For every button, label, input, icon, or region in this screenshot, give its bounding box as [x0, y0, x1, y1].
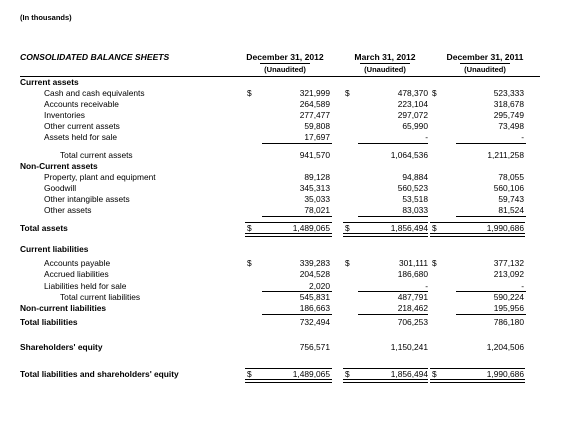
rule-line: [245, 379, 332, 383]
value-cell: 1,990,686: [486, 369, 524, 379]
row-label: Other current assets: [44, 121, 120, 131]
table-row: [20, 77, 540, 88]
row-label: Non-Current assets: [20, 161, 98, 171]
value-cell: 377,132: [493, 258, 524, 268]
rule-line: [358, 216, 428, 217]
value-cell: 1,856,494: [390, 369, 428, 379]
rule-line: [358, 143, 428, 144]
column-header-mar-2012: [340, 52, 430, 74]
column-subtitle: (Unaudited): [360, 63, 410, 74]
table-row: [20, 150, 540, 161]
value-cell: 65,990: [402, 121, 428, 131]
column-date: March 31, 2012: [354, 52, 416, 62]
row-label: Accounts receivable: [44, 99, 119, 109]
value-cell: 59,808: [304, 121, 330, 131]
value-cell: 301,111: [398, 258, 428, 268]
rule-line: [262, 143, 332, 144]
value-cell: 339,283: [299, 258, 330, 268]
value-cell: 213,092: [493, 269, 524, 279]
value-cell: 17,697: [304, 132, 330, 142]
column-date: December 31, 2012: [246, 52, 324, 62]
value-cell: 195,956: [493, 303, 524, 313]
rule-line: [343, 368, 428, 369]
value-cell: 218,462: [397, 303, 428, 313]
value-cell: 1,064,536: [390, 150, 428, 160]
value-cell: 478,370: [397, 88, 428, 98]
row-label: Other assets: [44, 205, 92, 215]
table-row: [20, 99, 540, 110]
table-row: [20, 161, 540, 172]
table-row: [20, 88, 540, 99]
rule-line: [262, 216, 332, 217]
value-cell: 186,680: [397, 269, 428, 279]
value-cell: -: [521, 132, 524, 142]
value-cell: 487,791: [397, 292, 428, 302]
row-label: Shareholders' equity: [20, 342, 103, 352]
row-label: Non-current liabilities: [20, 303, 107, 313]
dollar-sign: $: [345, 88, 350, 98]
value-cell: 545,831: [299, 292, 330, 302]
rule-line: [262, 314, 332, 315]
row-label: Accrued liabilities: [44, 269, 109, 279]
value-cell: 78,021: [304, 205, 330, 215]
value-cell: 1,204,506: [486, 342, 524, 352]
row-label: Assets held for sale: [44, 132, 118, 142]
dollar-sign: $: [247, 88, 252, 98]
rule-line: [245, 233, 332, 237]
table-row: [20, 172, 540, 183]
column-subtitle: (Unaudited): [260, 63, 310, 74]
rule-line: [358, 291, 428, 292]
value-cell: 1,211,258: [487, 150, 524, 160]
value-cell: 73,498: [498, 121, 524, 131]
value-cell: 560,106: [493, 183, 524, 193]
table-row: [20, 121, 540, 132]
value-cell: -: [425, 281, 428, 291]
row-label: Total current assets: [60, 150, 133, 160]
table-title: CONSOLIDATED BALANCE SHEETS: [20, 52, 170, 62]
row-label: Total liabilities and shareholders' equity: [20, 369, 179, 379]
table-row: [20, 205, 540, 216]
table-header: [20, 52, 540, 77]
rule-line: [430, 368, 525, 369]
column-header-dec-2012: [230, 52, 340, 74]
value-cell: 1,856,494: [390, 223, 428, 233]
rule-line: [430, 233, 525, 237]
value-cell: 1,489,065: [292, 369, 330, 379]
table-row: [20, 269, 540, 280]
table-row: [20, 110, 540, 121]
value-cell: 83,033: [402, 205, 428, 215]
dollar-sign: $: [432, 88, 437, 98]
row-label: Total assets: [20, 223, 68, 233]
rule-line: [456, 314, 526, 315]
value-cell: 94,884: [402, 172, 428, 182]
row-label: Total liabilities: [20, 317, 78, 327]
value-cell: -: [425, 132, 428, 142]
dollar-sign: $: [247, 258, 252, 268]
rule-line: [358, 314, 428, 315]
row-label: Liabilities held for sale: [44, 281, 127, 291]
column-date: December 31, 2011: [446, 52, 524, 62]
table-row: [20, 342, 540, 353]
value-cell: 321,999: [299, 88, 330, 98]
dollar-sign: $: [345, 223, 350, 233]
row-label: Total current liabilities: [60, 292, 141, 302]
row-label: Current liabilities: [20, 244, 89, 254]
rule-line: [245, 368, 332, 369]
table-row: [20, 317, 540, 328]
row-label: Accounts payable: [44, 258, 111, 268]
value-cell: 186,663: [299, 303, 330, 313]
row-label: Current assets: [20, 77, 79, 87]
dollar-sign: $: [432, 369, 437, 379]
column-header-dec-2011: [430, 52, 540, 74]
value-cell: 2,020: [309, 281, 330, 291]
value-cell: 295,749: [493, 110, 524, 120]
row-label: Other intangible assets: [44, 194, 130, 204]
value-cell: 204,528: [299, 269, 330, 279]
row-label: Property, plant and equipment: [44, 172, 156, 182]
rule-line: [456, 143, 526, 144]
rule-line: [456, 216, 526, 217]
table-row: [20, 244, 540, 255]
table-row: [20, 132, 540, 143]
value-cell: 297,072: [397, 110, 428, 120]
value-cell: 223,104: [397, 99, 428, 109]
table-row: [20, 258, 540, 269]
value-cell: 1,990,686: [486, 223, 524, 233]
rule-line: [262, 291, 332, 292]
rule-line: [430, 379, 525, 383]
table-row: [20, 303, 540, 314]
value-cell: 264,589: [299, 99, 330, 109]
rule-line: [343, 222, 428, 223]
value-cell: 53,518: [402, 194, 428, 204]
table-row: [20, 292, 540, 303]
column-subtitle: (Unaudited): [460, 63, 510, 74]
units-note: (In thousands): [20, 13, 72, 22]
value-cell: 78,055: [498, 172, 524, 182]
row-label: Inventories: [44, 110, 85, 120]
table-row: [20, 183, 540, 194]
value-cell: 1,150,241: [390, 342, 428, 352]
dollar-sign: $: [432, 223, 437, 233]
value-cell: 345,313: [299, 183, 330, 193]
value-cell: 35,033: [304, 194, 330, 204]
row-label: Cash and cash equivalents: [44, 88, 145, 98]
value-cell: 277,477: [299, 110, 330, 120]
value-cell: 732,494: [299, 317, 330, 327]
value-cell: 59,743: [498, 194, 524, 204]
value-cell: 941,570: [299, 150, 330, 160]
dollar-sign: $: [247, 223, 252, 233]
value-cell: 89,128: [304, 172, 330, 182]
rule-line: [343, 233, 428, 237]
dollar-sign: $: [345, 369, 350, 379]
value-cell: 1,489,065: [292, 223, 330, 233]
value-cell: 560,523: [397, 183, 428, 193]
dollar-sign: $: [345, 258, 350, 268]
rule-line: [245, 222, 332, 223]
value-cell: 706,253: [397, 317, 428, 327]
table-row: [20, 194, 540, 205]
value-cell: 81,524: [498, 205, 524, 215]
value-cell: 318,678: [493, 99, 524, 109]
rule-line: [456, 291, 526, 292]
value-cell: -: [521, 281, 524, 291]
value-cell: 523,333: [493, 88, 524, 98]
value-cell: 756,571: [299, 342, 330, 352]
dollar-sign: $: [247, 369, 252, 379]
value-cell: 590,224: [493, 292, 524, 302]
dollar-sign: $: [432, 258, 437, 268]
rule-line: [343, 379, 428, 383]
row-label: Goodwill: [44, 183, 77, 193]
value-cell: 786,180: [493, 317, 524, 327]
rule-line: [430, 222, 525, 223]
